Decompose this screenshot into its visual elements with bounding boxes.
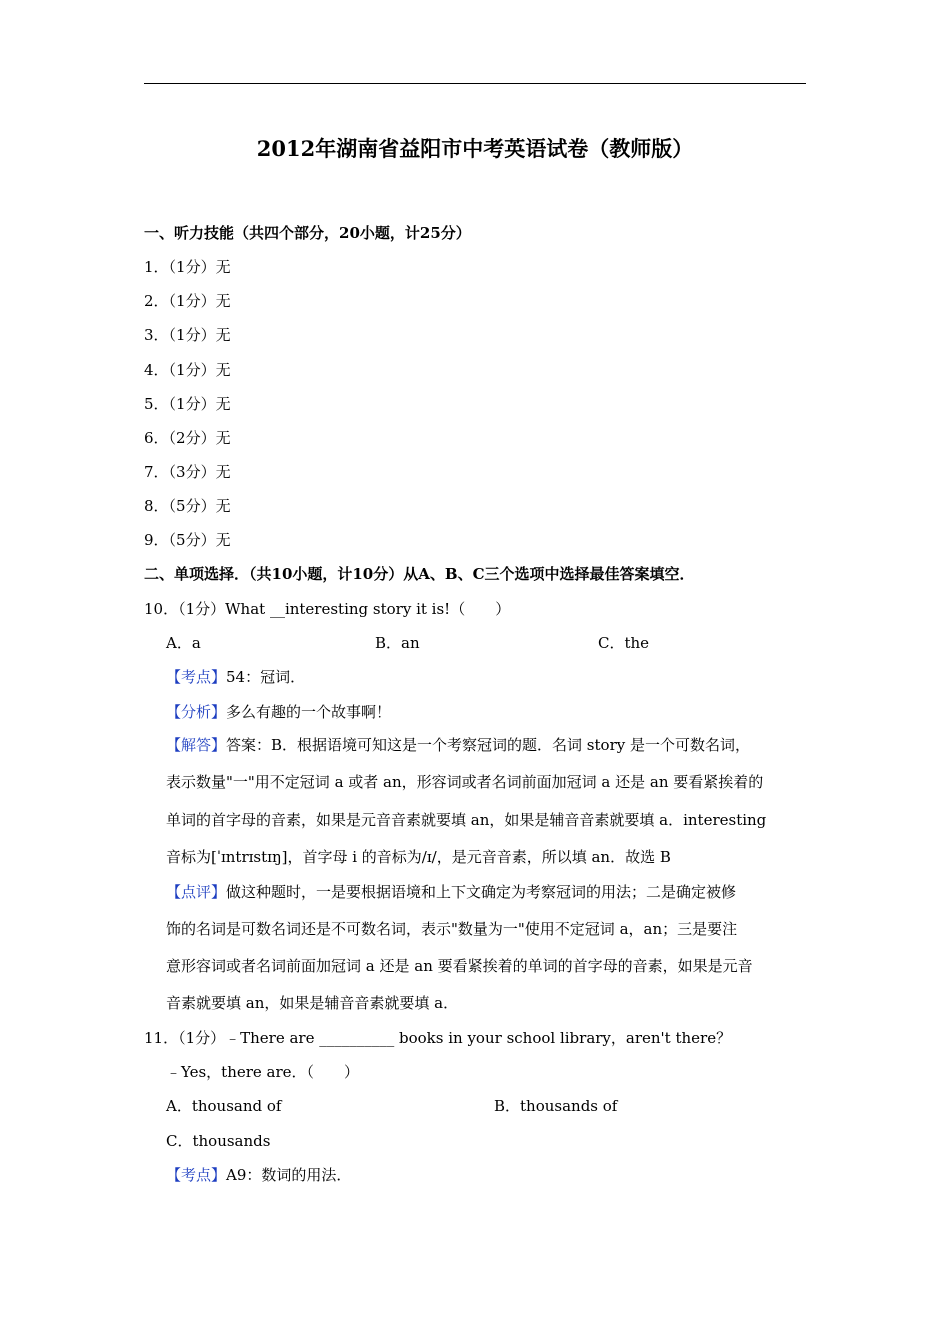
- q10-jieda-line-3: 单词的首字母的音素，如果是元音音素就要填 an，如果是辅音音素就要填 a．interesting: [166, 811, 767, 829]
- q11-option-c: C．thousands: [166, 1132, 271, 1150]
- question-9: 9．（5分）无: [144, 531, 231, 549]
- fenxi-tag: 【分析】: [166, 703, 227, 721]
- q10-jieda: [166, 735, 750, 755]
- kaodian-text: A9：数词的用法．: [226, 1166, 352, 1184]
- q10-dianping: [166, 882, 736, 902]
- q11-kaodian: [166, 1165, 351, 1185]
- question-2: 2．（1分）无: [144, 292, 231, 310]
- q10-dianping-line-4: 音素就要填 an，如果是辅音音素就要填 a．: [166, 994, 459, 1012]
- q10-kaodian: [166, 667, 305, 687]
- section-2-heading: 二、单项选择．（共10小题，计10分）从A、B、C三个选项中选择最佳答案填空．: [144, 565, 695, 583]
- question-10-stem: 10．（1分）What __interesting story it is!（ ）: [144, 600, 511, 618]
- question-6: 6．（2分）无: [144, 429, 231, 447]
- jieda-tag: 【解答】: [166, 736, 227, 754]
- q11-option-a: A．thousand of: [166, 1097, 282, 1115]
- header-rule: [144, 83, 806, 84]
- q10-jieda-line-2: 表示数量"一"用不定冠词 a 或者 an，形容词或者名词前面加冠词 a 还是 an 要看紧挨着的: [166, 773, 764, 791]
- page-title: 2012年湖南省益阳市中考英语试卷（教师版）: [256, 136, 694, 161]
- q10-option-c: C．the: [598, 634, 650, 652]
- q10-fenxi: [166, 702, 391, 722]
- dianping-tag: 【点评】: [166, 883, 227, 901]
- dianping-text: 做这种题时，一是要根据语境和上下文确定为考察冠词的用法；二是确定被修: [226, 883, 737, 901]
- kaodian-tag: 【考点】: [166, 1166, 227, 1184]
- question-7: 7．（3分）无: [144, 463, 231, 481]
- question-4: 4．（1分）无: [144, 361, 231, 379]
- question-11-stem: 11．（1分）﹣There are __________ books in your school library，aren't there？: [144, 1029, 732, 1047]
- q10-option-b: B．an: [375, 634, 420, 652]
- kaodian-text: 54：冠词．: [226, 668, 306, 686]
- question-3: 3．（1分）无: [144, 326, 231, 344]
- question-5: 5．（1分）无: [144, 395, 231, 413]
- section-1-heading: 一、听力技能（共四个部分，20小题，计25分）: [144, 224, 471, 242]
- kaodian-tag: 【考点】: [166, 668, 227, 686]
- question-8: 8．（5分）无: [144, 497, 231, 515]
- q11-line-2: ﹣Yes，there are．（ ）: [166, 1063, 360, 1081]
- q10-dianping-line-3: 意形容词或者名词前面加冠词 a 还是 an 要看紧挨着的单词的首字母的音素，如果是元音: [166, 957, 753, 975]
- q10-dianping-line-2: 饰的名词是可数名词还是不可数名词，表示"数量为一"使用不定冠词 a，an；三是要注: [166, 920, 738, 938]
- question-1: 1．（1分）无: [144, 258, 231, 276]
- q11-option-b: B．thousands of: [494, 1097, 618, 1115]
- q10-jieda-line-4: 音标为[ˈɪntrɪstɪŋ]，首字母 i 的音标为/ɪ/，是元音音素，所以填 an．故选 B: [166, 848, 671, 866]
- jieda-text: 答案：B．根据语境可知这是一个考察冠词的题．名词 story 是一个可数名词，: [226, 736, 750, 754]
- q10-option-a: A．a: [166, 634, 201, 652]
- fenxi-text: 多么有趣的一个故事啊！: [226, 703, 392, 721]
